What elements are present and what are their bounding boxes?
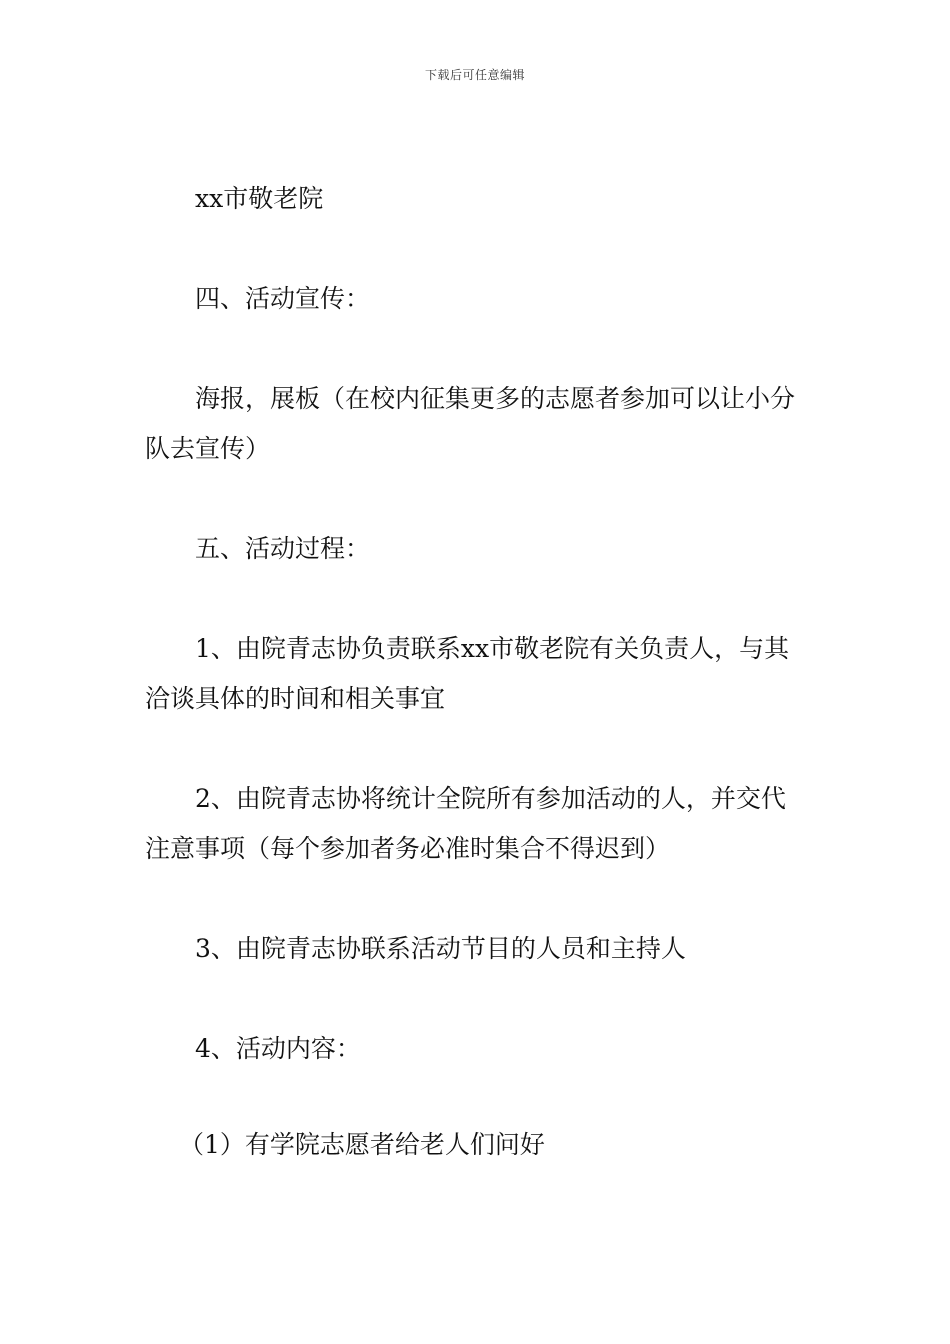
list-item-step-3: 3、由院青志协联系活动节目的人员和主持人 bbox=[195, 934, 686, 963]
paragraph-venue: xx市敬老院 bbox=[195, 184, 324, 213]
section-heading-process: 五、活动过程： bbox=[195, 534, 371, 563]
paragraph-publicity: 海报，展板（在校内征集更多的志愿者参加可以让小分队去宣传） bbox=[145, 384, 796, 463]
sub-item-1: （1）有学院志愿者给老人们问好 bbox=[179, 1130, 545, 1159]
list-item-step-1: 1、由院青志协负责联系xx市敬老院有关负责人，与其洽谈具体的时间和相关事宜 bbox=[145, 634, 790, 713]
header-note: 下载后可任意编辑 bbox=[424, 68, 525, 82]
list-item-step-4: 4、活动内容： bbox=[195, 1034, 361, 1063]
list-item-step-2: 2、由院青志协将统计全院所有参加活动的人，并交代注意事项（每个参加者务必准时集合不得迟到） bbox=[145, 784, 786, 863]
section-heading-publicity: 四、活动宣传： bbox=[195, 284, 371, 313]
